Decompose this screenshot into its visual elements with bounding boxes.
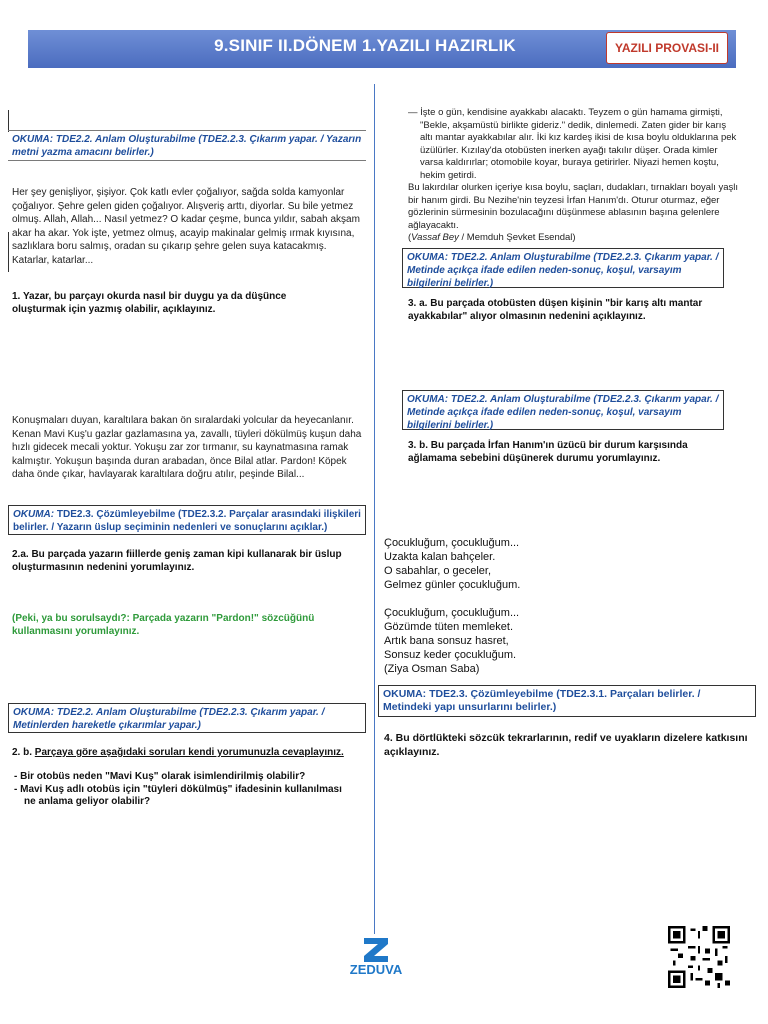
list-item: - Mavi Kuş adlı otobüs için "tüyleri dökülmüş" ifadesinin kullanılması ne anlama geliyor olabilir?: [14, 783, 342, 807]
text-passage-1: Her şey genişliyor, şişiyor. Çok katlı evler çoğalıyor, sağda solda kamyonlar çoğalıyor. Şehre gelen giden çoğalıyor. Alışveriş arttı, diyorlar. Su bile yetmez olmuş. Allah, Allah... Nasıl yetmez? O kadar çeşme, bunca yıldır, sabah akşam akar ha akar. Yok işte, yetmez olmuş, acayip makinalar gelmiş ırmak kıyısına, sazlıklara boru salmış, oradan su çıkarıp şehre gelen suya katacakmış. Katarlar, katarlar...: [12, 187, 360, 266]
objective-2: OKUMA: TDE2.3. Çözümleyebilme (TDE2.3.2. Parçalar arasındaki ilişkileri belirler. / Yazarın üslup seçiminin nedenleri ve sonuçlarını açıklar.): [8, 505, 366, 535]
poem: [384, 536, 684, 676]
poem-line: Sonsuz keder çocukluğum.: [384, 649, 517, 661]
poem-line: Gelmez günler çocukluğum.: [384, 579, 521, 591]
question-2b-list: [12, 771, 352, 809]
question-4: 4. Bu dörtlükteki sözcük tekrarlarının, redif ve uyakların dizelere katkısını açıklayınız.: [384, 732, 748, 758]
poem-gap: [384, 592, 684, 606]
qr-code-icon: [668, 926, 730, 988]
objective-6: OKUMA: TDE2.3. Çözümleyebilme (TDE2.3.1. Parçaları belirler. / Metindeki yapı unsurlarını belirler.): [378, 685, 756, 717]
question-3b: 3. b. Bu parçada İrfan Hanım'ın üzücü bir durum karşısında ağlamama sebebini düşünerek durumu yorumlayınız.: [408, 440, 688, 464]
exam-badge: YAZILI PROVASI-II: [606, 32, 728, 64]
source-citation: (Vassaf Bey / Memduh Şevket Esendal): [408, 232, 576, 243]
margin-tick: [8, 232, 9, 272]
poem-line: Gözümde tüten memleket.: [384, 621, 514, 633]
section-rule: [8, 160, 366, 161]
question-2b: 2. b. Parçaya göre aşağıdaki soruları kendi yorumunuzla cevaplayınız.: [12, 747, 344, 758]
poem-line: Çocukluğum, çocukluğum...: [384, 537, 520, 549]
page-title: 9.SINIF II.DÖNEM 1.YAZILI HAZIRLIK: [214, 36, 516, 55]
text-passage-3: — İşte o gün, kendisine ayakkabı alacaktı. Teyzem o gün hamama girmişti, "Bekle, akşamüstü birlikte gideriz." dedik, dinlemedi. Zaten gider bir karış altı mantar ayakkabılar alır. İki kız kardeş ikisi de kısa boylu olduklarına pek üzülürler. Kızılay'da otobüsten inerken ayağı takılır düşer. Orada kimler varsa kaldırırlar; otomobile koyar, buraya getirirler. Niyazi hemen koştu, hekim getirdi. Bu lakırdılar olurken içeriye kısa boylu, saçları, dudakları, tırnakları boyalı yaşlı bir hanım girdi. Bu Nezihe'nin teyzesi İrfan Hanım'dı. Oturur oturmaz, eğer gözlerinin sürmesinin bozulacağını düşünmese ablasının başına gelenlere ağlayacaktı. (Vassaf Bey / Memduh Şevket Esendal): [408, 107, 739, 243]
objective-3: OKUMA: TDE2.2. Anlam Oluşturabilme (TDE2.2.3. Çıkarım yapar. / Metinlerden hareketle çıkarımlar yapar.): [8, 703, 366, 733]
brand-name: ZEDUVA: [349, 962, 403, 977]
poem-author: (Ziya Osman Saba): [384, 663, 480, 675]
text-passage-2: Konuşmaları duyan, karaltılara bakan ön sıralardaki yolcular da heyecanlanır. Kenan Mavi Kuş'u gazlar gazlamasına ya, zavallı, tüyleri dökülmüş kuşun daha hızlı gidecek mecali yoktur. Yokuşu zar zor tırmanır, su kaynatmasına ramak kalmıştır. Yokuşun başında duran arabadan, önce Bilal atlar. Pardon! Köpek daha önde çıkar, havlayarak karaltılara doğru atılır, peşinde Bilal...: [12, 415, 362, 481]
margin-tick: [8, 110, 9, 132]
objective-4: OKUMA: TDE2.2. Anlam Oluşturabilme (TDE2.2.3. Çıkarım yapar. / Metinde açıkça ifade edilen neden-sonuç, koşul, varsayım bilgilerini belirler.): [402, 248, 724, 288]
question-2a: 2.a. Bu parçada yazarın fiillerde geniş zaman kipi kullanarak bir üslup oluşturmasının nedenini yorumlayınız.: [12, 549, 342, 573]
column-divider: [374, 84, 375, 934]
poem-line: Artık bana sonsuz hasret,: [384, 635, 509, 647]
list-item: - Bir otobüs neden "Mavi Kuş" olarak isimlendirilmiş olabilir?: [14, 771, 306, 782]
poem-line: Uzakta kalan bahçeler.: [384, 551, 496, 563]
question-1: 1. Yazar, bu parçayı okurda nasıl bir duygu ya da düşünce oluşturmak için yazmış olabilir, açıklayınız.: [12, 291, 287, 315]
poem-line: O sabahlar, o geceler,: [384, 565, 492, 577]
bonus-question: (Peki, ya bu sorulsaydı?: Parçada yazarın "Pardon!" sözcüğünü kullanmasını yorumlayınız.: [12, 613, 315, 637]
poem-line: Çocukluğum, çocukluğum...: [384, 607, 520, 619]
question-3a: 3. a. Bu parçada otobüsten düşen kişinin "bir karış altı mantar ayakkabılar" alıyor olmasının nedenini açıklayınız.: [408, 298, 703, 322]
section-rule: [8, 130, 366, 131]
objective-5: OKUMA: TDE2.2. Anlam Oluşturabilme (TDE2.2.3. Çıkarım yapar. / Metinde açıkça ifade edilen neden-sonuç, koşul, varsayım bilgilerini belirler.): [402, 390, 724, 430]
objective-1: OKUMA: TDE2.2. Anlam Oluşturabilme (TDE2.2.3. Çıkarım yapar. / Yazarın metni yazma amacını belirler.): [12, 134, 362, 158]
